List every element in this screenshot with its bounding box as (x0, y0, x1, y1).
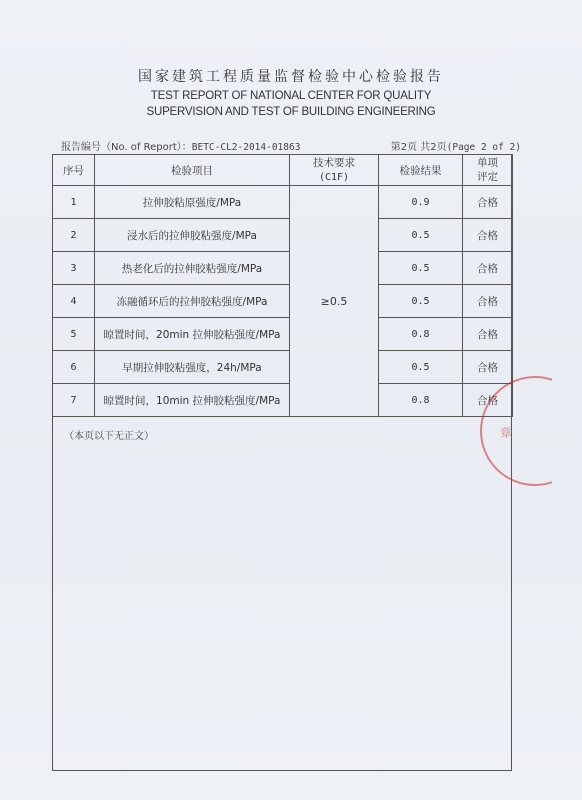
row-item: 热老化后的拉伸胶粘强度/MPa (95, 252, 290, 285)
row-result: 0.9 (379, 186, 463, 219)
row-result: 0.5 (379, 252, 463, 285)
row-seq: 1 (53, 186, 95, 219)
row-seq: 2 (53, 219, 95, 252)
requirement-cell: ≥0.5 (290, 186, 379, 417)
header-seq: 序号 (53, 155, 95, 186)
header-item: 检验项目 (95, 155, 290, 186)
row-item: 晾置时间，20min 拉伸胶粘强度/MPa (95, 318, 290, 351)
row-verdict: 合格 (463, 219, 513, 252)
table-row (53, 219, 513, 252)
header-result: 检验结果 (379, 155, 463, 186)
report-number-value: BETC-CL2-2014-01863 (191, 142, 301, 153)
header-verdict-line2: 评定 (477, 171, 498, 183)
row-seq: 5 (53, 318, 95, 351)
header-requirement-line1: 技术要求 (313, 156, 355, 169)
row-verdict: 合格 (463, 384, 513, 417)
official-seal (480, 376, 552, 488)
report-title-english-line2: SUPERVISION AND TEST OF BUILDING ENGINEERING (146, 106, 436, 118)
page-number-cn: 第2页 共2页 (390, 142, 447, 153)
table-row (53, 318, 513, 351)
row-item: 浸水后的拉伸胶粘强度/MPa (95, 219, 290, 252)
report-info-row (61, 138, 521, 154)
results-table (52, 154, 513, 417)
page-number-en: (Page 2 of 2) (446, 142, 521, 153)
table-header-row (53, 155, 513, 186)
row-verdict: 合格 (463, 186, 513, 219)
row-result: 0.5 (379, 351, 463, 384)
report-title-english-line1: TEST REPORT OF NATIONAL CENTER FOR QUALITY (150, 90, 432, 102)
row-item: 拉伸胶粘原强度/MPa (95, 186, 290, 219)
report-number (61, 138, 300, 153)
row-seq: 4 (53, 285, 95, 318)
row-item: 早期拉伸胶粘强度，24h/MPa (95, 351, 290, 384)
end-of-text-remark: （本页以下无正文） (64, 431, 154, 442)
row-seq: 3 (53, 252, 95, 285)
header-requirement (290, 155, 379, 186)
table-row (53, 351, 513, 384)
row-result: 0.8 (379, 384, 463, 417)
header-verdict-line1: 单项 (477, 157, 498, 169)
report-number-label: 报告编号（No. of Report）： (61, 142, 192, 153)
row-result: 0.5 (379, 285, 463, 318)
header-requirement-line2: (C1F) (318, 171, 350, 183)
seal-text: 章 (499, 425, 514, 441)
seal-circle (480, 376, 552, 486)
row-verdict: 合格 (463, 252, 513, 285)
page-number (391, 138, 521, 153)
row-verdict: 合格 (463, 318, 513, 351)
row-seq: 7 (53, 384, 95, 417)
row-result: 0.5 (379, 219, 463, 252)
row-verdict: 合格 (463, 285, 513, 318)
table-row (53, 384, 513, 417)
table-row (53, 186, 513, 219)
table-row (53, 285, 513, 318)
row-item: 冻融循环后的拉伸胶粘强度/MPa (95, 285, 290, 318)
row-result: 0.8 (379, 318, 463, 351)
table-row (53, 252, 513, 285)
row-seq: 6 (53, 351, 95, 384)
row-item: 晾置时间，10min 拉伸胶粘强度/MPa (95, 384, 290, 417)
report-title-chinese: 国家建筑工程质量监督检验中心检验报告 (138, 69, 444, 85)
row-verdict: 合格 (463, 351, 513, 384)
header-verdict (463, 155, 513, 186)
